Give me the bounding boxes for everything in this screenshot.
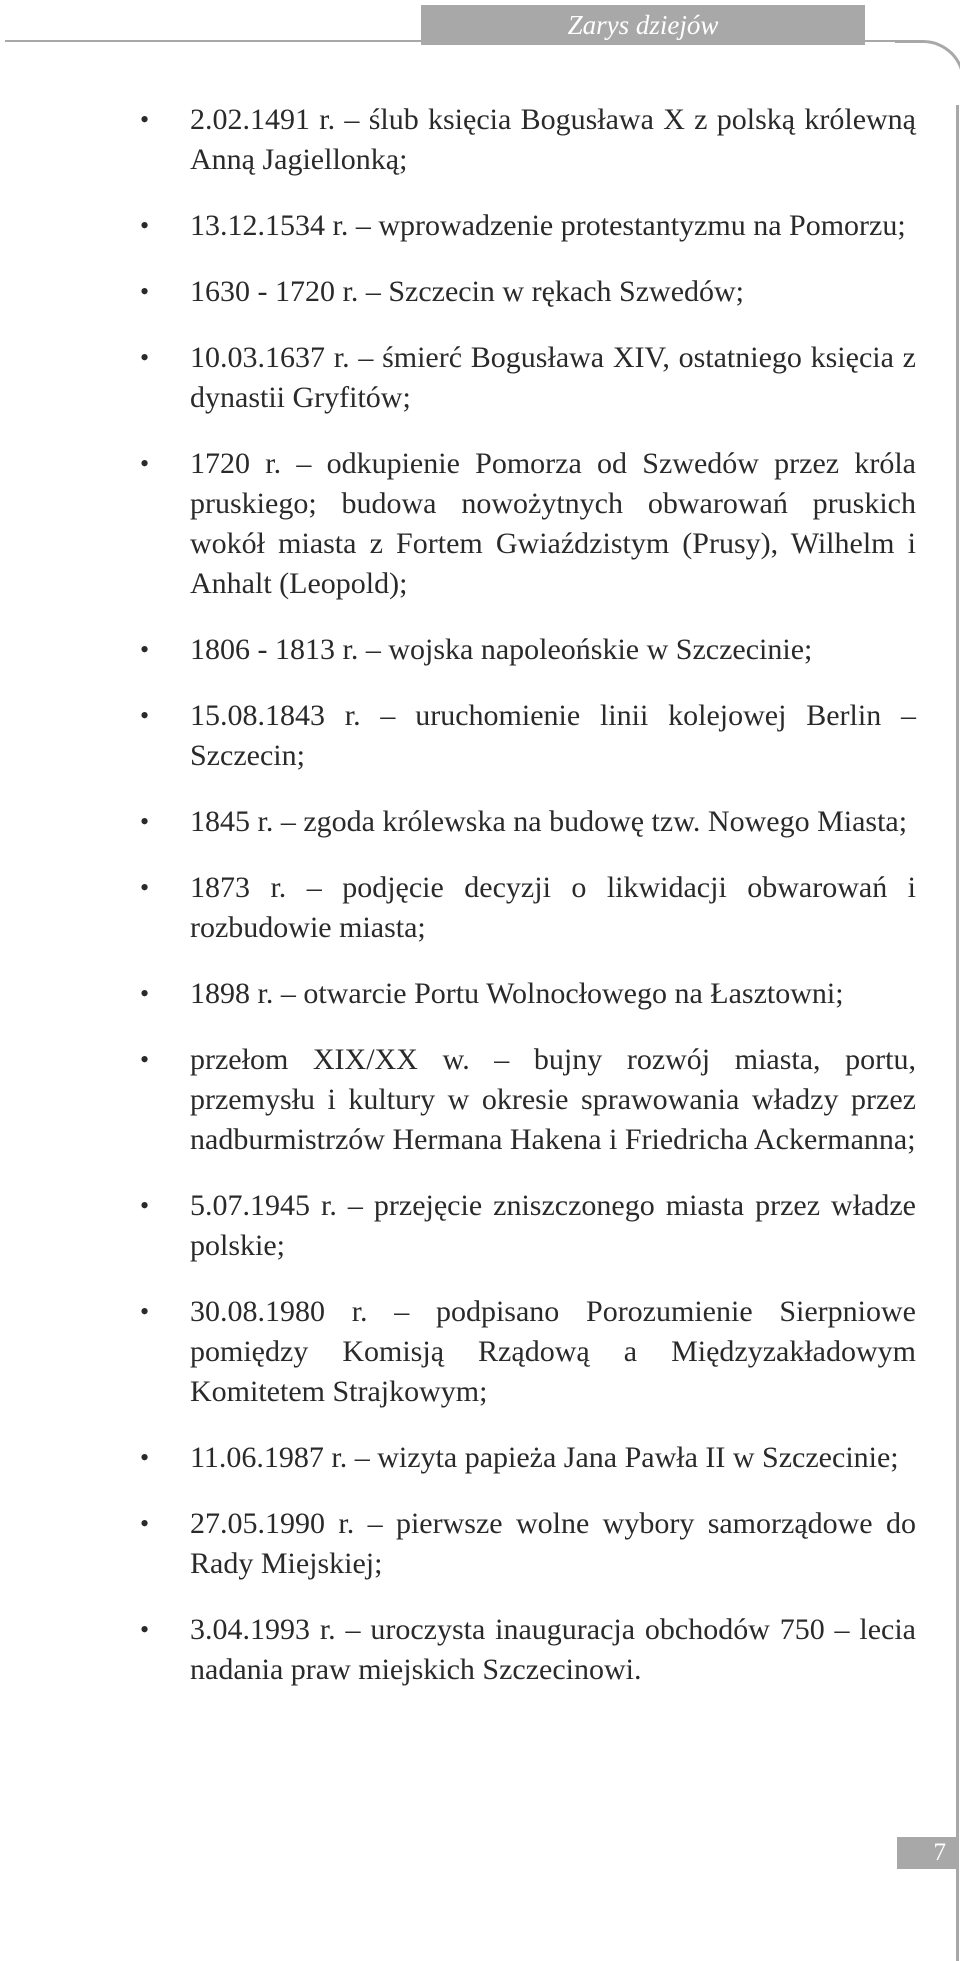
- list-item: [140, 868, 916, 948]
- bullet-icon: •: [140, 449, 150, 478]
- event-text: 27.05.1990 r. – pierwsze wolne wybory samorządowe do Rady Miejskiej;: [190, 1507, 916, 1580]
- event-text: 5.07.1945 r. – przejęcie zniszczonego miasta przez władze polskie;: [190, 1189, 916, 1262]
- bullet-icon: •: [140, 343, 150, 372]
- list-item: [140, 1610, 916, 1690]
- list-item: [140, 974, 916, 1014]
- list-item: [140, 802, 916, 842]
- bullet-icon: •: [140, 1045, 150, 1074]
- timeline-list: [140, 100, 916, 1690]
- page-number: 7: [933, 1839, 946, 1866]
- event-text: 1806 - 1813 r. – wojska napoleońskie w Szczecinie;: [190, 633, 813, 666]
- list-item: [140, 444, 916, 604]
- event-text: 2.02.1491 r. – ślub księcia Bogusława X z polską królewną Anną Jagiellonką;: [190, 103, 916, 176]
- bullet-icon: •: [140, 277, 150, 306]
- bullet-icon: •: [140, 1443, 150, 1472]
- list-item: [140, 630, 916, 670]
- bullet-icon: •: [140, 1615, 150, 1644]
- bullet-icon: •: [140, 1191, 150, 1220]
- bullet-icon: •: [140, 105, 150, 134]
- list-item: [140, 1438, 916, 1478]
- bullet-icon: •: [140, 807, 150, 836]
- page-number-badge: [897, 1837, 956, 1869]
- bullet-icon: •: [140, 701, 150, 730]
- list-item: [140, 1504, 916, 1584]
- frame-top-rule: [5, 40, 905, 42]
- event-text: 13.12.1534 r. – wprowadzenie protestantyzmu na Pomorzu;: [190, 209, 906, 242]
- bullet-icon: •: [140, 979, 150, 1008]
- event-text: 1720 r. – odkupienie Pomorza od Szwedów przez króla pruskiego; budowa nowożytnych obwarowań pruskich wokół miasta z Fortem Gwiaździstym (Prusy), Wilhelm i Anhalt (Leopold);: [190, 447, 916, 600]
- section-header-tab: [421, 5, 865, 45]
- event-text: 1873 r. – podjęcie decyzji o likwidacji obwarowań i rozbudowie miasta;: [190, 871, 916, 944]
- bullet-icon: •: [140, 1297, 150, 1326]
- list-item: [140, 1186, 916, 1266]
- event-text: 1630 - 1720 r. – Szczecin w rękach Szwedów;: [190, 275, 745, 308]
- bullet-icon: •: [140, 635, 150, 664]
- section-title: Zarys dziejów: [567, 10, 719, 40]
- event-text: 30.08.1980 r. – podpisano Porozumienie Sierpniowe pomiędzy Komisją Rządową a Międzyzakładowym Komitetem Strajkowym;: [190, 1295, 916, 1408]
- bullet-icon: •: [140, 873, 150, 902]
- list-item: [140, 206, 916, 246]
- event-text: 11.06.1987 r. – wizyta papieża Jana Pawła II w Szczecinie;: [190, 1441, 899, 1474]
- event-text: 3.04.1993 r. – uroczysta inauguracja obchodów 750 – lecia nadania praw miejskich Szczecinowi.: [190, 1613, 916, 1686]
- list-item: [140, 100, 916, 180]
- event-text: 10.03.1637 r. – śmierć Bogusława XIV, ostatniego księcia z dynastii Gryfitów;: [190, 341, 916, 414]
- bullet-icon: •: [140, 1509, 150, 1538]
- event-text: 15.08.1843 r. – uruchomienie linii kolejowej Berlin – Szczecin;: [190, 699, 916, 772]
- frame-right-rule: [956, 105, 959, 1961]
- event-text: 1845 r. – zgoda królewska na budowę tzw. Nowego Miasta;: [190, 805, 908, 838]
- list-item: [140, 696, 916, 776]
- list-item: [140, 1292, 916, 1412]
- bullet-icon: •: [140, 211, 150, 240]
- event-text: przełom XIX/XX w. – bujny rozwój miasta, portu, przemysłu i kultury w okresie sprawowania władzy przez nadburmistrzów Hermana Hakena i Friedricha Ackermanna;: [190, 1043, 916, 1156]
- event-text: 1898 r. – otwarcie Portu Wolnocłowego na Łasztowni;: [190, 977, 844, 1010]
- timeline-content: [140, 100, 916, 1716]
- list-item: [140, 338, 916, 418]
- list-item: [140, 1040, 916, 1160]
- list-item: [140, 272, 916, 312]
